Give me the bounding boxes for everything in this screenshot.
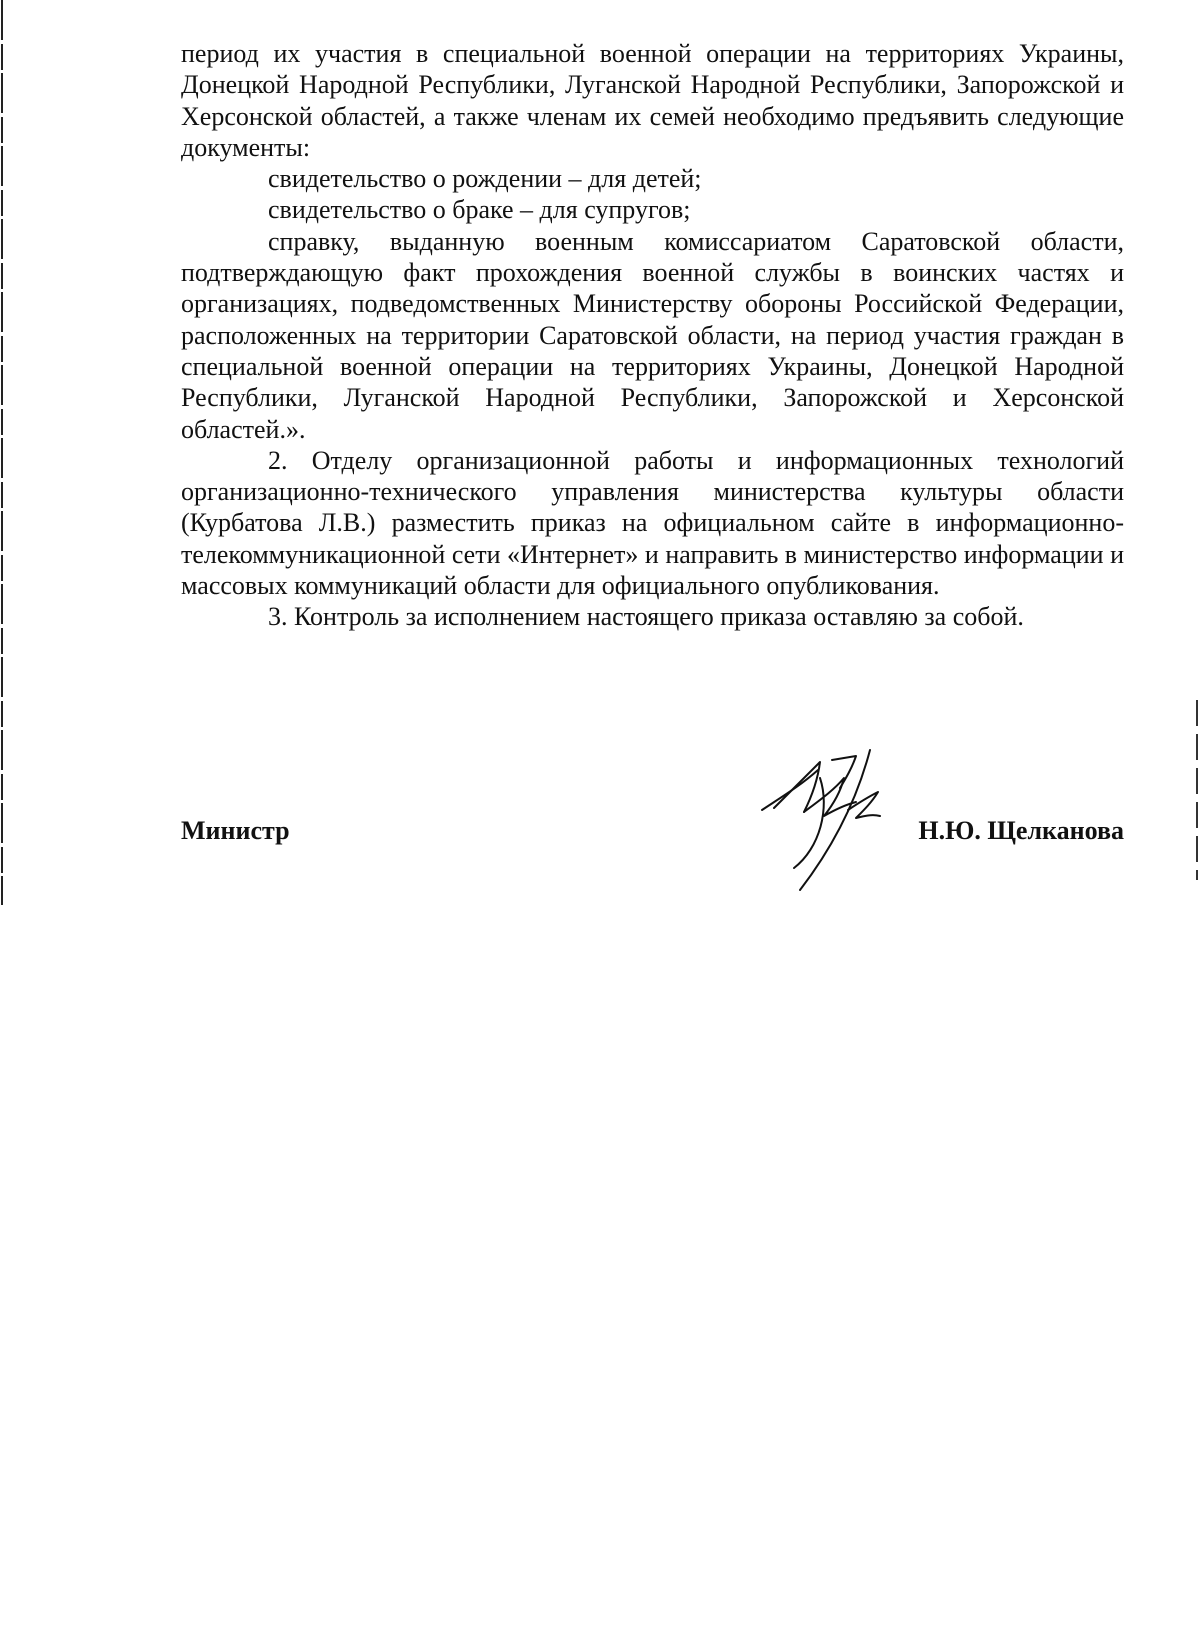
- paragraph-birth-certificate: свидетельство о рождении – для детей;: [268, 164, 702, 194]
- paragraph-marriage-certificate: свидетельство о браке – для супругов;: [268, 195, 691, 225]
- signatory-name: Н.Ю. Щелканова: [918, 816, 1124, 845]
- signatory-title: Министр: [181, 816, 290, 845]
- scan-edge-left: [1, 0, 3, 905]
- paragraph-item-3: 3. Контроль за исполнением настоящего приказа оставляю за собой.: [268, 602, 1024, 632]
- paragraph-item-2: 2. Отделу организационной работы и информационных технологий организационно-технического управления министерства культуры области (Курбатова Л.В.) разместить приказ на официальном сайте в информационно-телекоммуникационной сети «Интернет» и направить в министерство информации и массовых коммуникаций области для официального опубликования.: [181, 445, 1124, 601]
- signature-block: [181, 816, 1124, 856]
- document-body: [181, 38, 1124, 633]
- paragraph-military-certificate: справку, выданную военным комиссариатом Саратовской области, подтверждающую факт прохождения военной службы в воинских частях и организациях, подведомственных Министерству обороны Российской Федерации, расположенных на территории Саратовской области, на период участия граждан в специальной военной операции на территориях Украины, Донецкой Народной Республики, Луганской Народной Республики, Запорожской и Херсонской областей.».: [181, 226, 1124, 444]
- handwritten-signature: [760, 748, 910, 893]
- paragraph-intro: период их участия в специальной военной операции на территориях Украины, Донецкой Народной Республики, Луганской Народной Республики, Запорожской и Херсонской областей, а также членам их семей необходимо предъявить следующие документы:: [181, 39, 1124, 162]
- scan-edge-right: [1196, 700, 1198, 880]
